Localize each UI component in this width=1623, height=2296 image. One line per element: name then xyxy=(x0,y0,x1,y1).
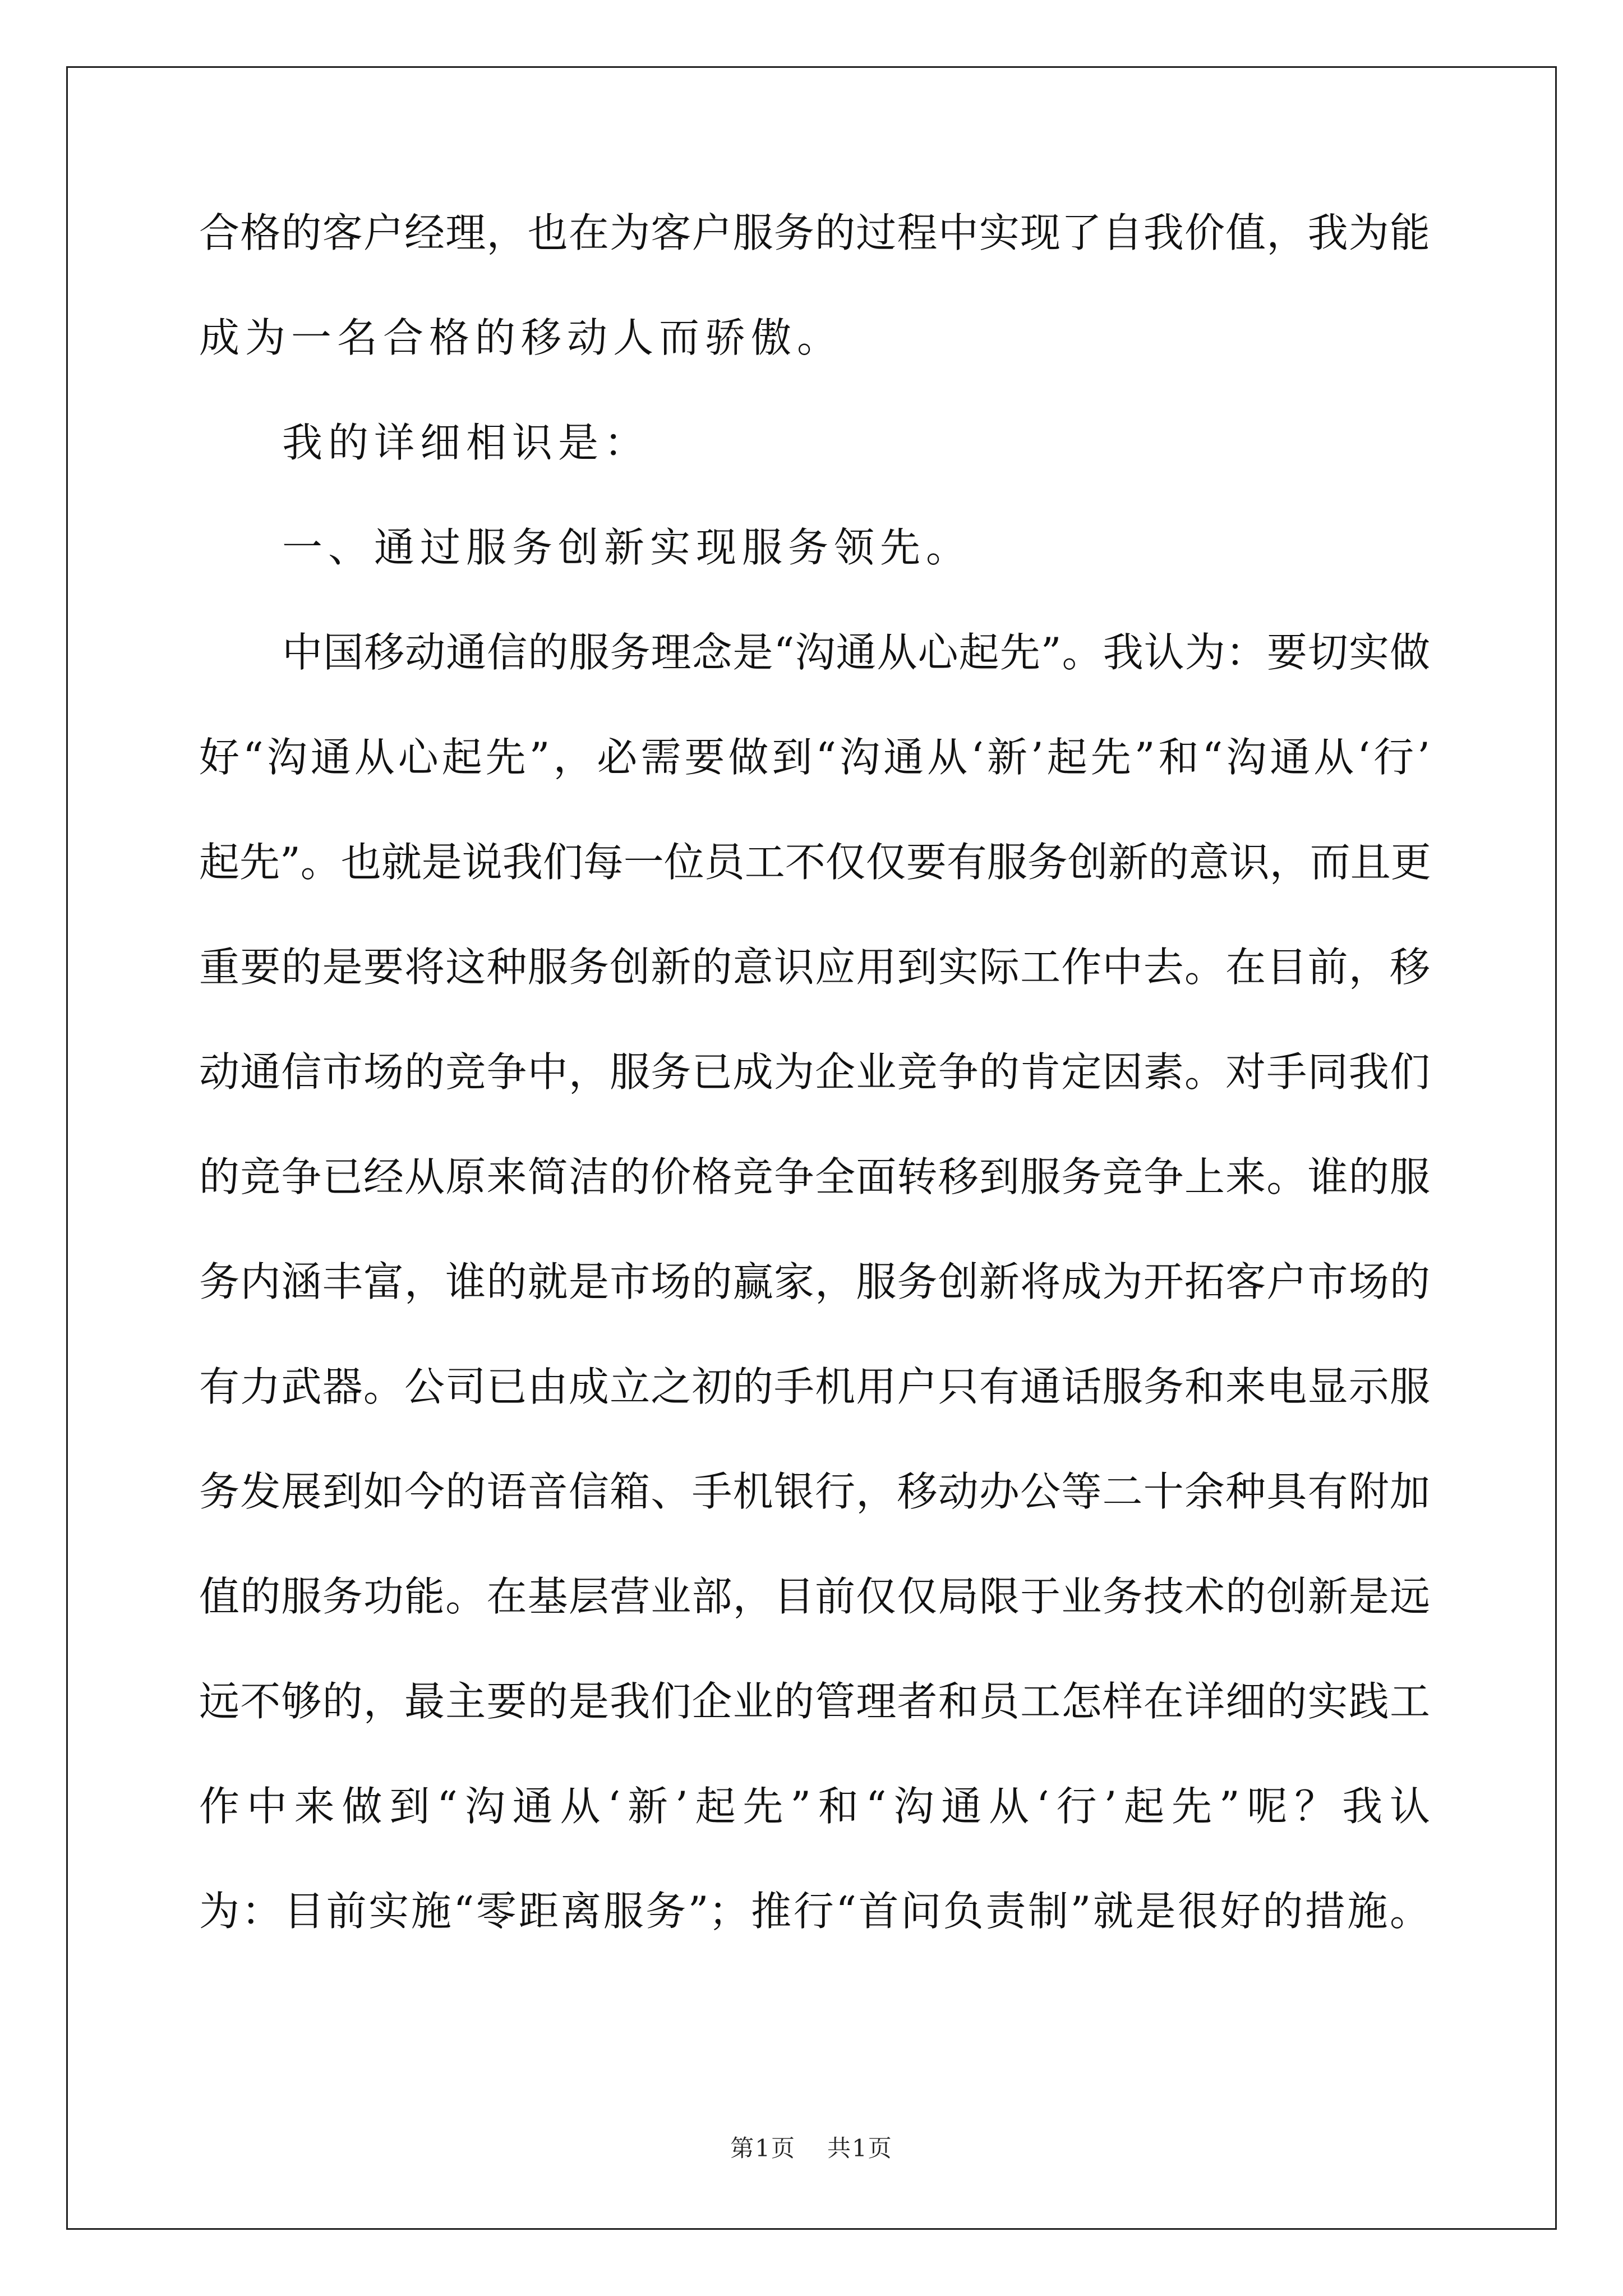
text-line: 务发展到如今的语音信箱、手机银行，移动办公等二十余种具有附加 xyxy=(199,1468,1430,1515)
section-heading: 一、通过服务创新实现服务领先。 xyxy=(282,524,972,571)
text-line: 起先”。也就是说我们每一位员工不仅仅要有服务创新的意识，而且更 xyxy=(199,839,1431,886)
page-number-total: 共1页 xyxy=(827,2134,893,2162)
text-line: 中国移动通信的服务理念是“沟通从心起先”。我认为：要切实做 xyxy=(282,629,1430,676)
text-line: 有力武器。公司已由成立之初的手机用户只有通话服务和来电显示服 xyxy=(199,1363,1430,1410)
text-line: 务内涵丰富，谁的就是市场的赢家，服务创新将成为开拓客户市场的 xyxy=(199,1258,1430,1305)
page-footer xyxy=(0,2132,1623,2165)
text-line: 为：目前实施“零距离服务”；推行“首问负责制”就是很好的措施。 xyxy=(199,1888,1430,1935)
text-line: 合格的客户经理，也在为客户服务的过程中实现了自我价值，我为能 xyxy=(199,209,1430,256)
text-line: 重要的是要将这种服务创新的意识应用到实际工作中去。在目前，移 xyxy=(199,944,1430,991)
text-line: 好“沟通从心起先”，必需要做到“沟通从‘新’起先”和“沟通从‘行’ xyxy=(199,734,1430,781)
page-number-current: 第1页 xyxy=(730,2134,796,2162)
text-line: 的竞争已经从原来简洁的价格竞争全面转移到服务竞争上来。谁的服 xyxy=(199,1153,1430,1200)
text-line: 我的详细相识是： xyxy=(282,419,651,466)
text-line: 远不够的，最主要的是我们企业的管理者和员工怎样在详细的实践工 xyxy=(199,1678,1430,1725)
text-line: 作中来做到“沟通从‘新’起先”和“沟通从‘行’起先”呢？我认 xyxy=(199,1783,1430,1830)
text-line: 成为一名合格的移动人而骄傲。 xyxy=(199,314,843,361)
text-line: 动通信市场的竞争中，服务已成为企业竞争的肯定因素。对手同我们 xyxy=(199,1048,1430,1096)
text-line: 值的服务功能。在基层营业部，目前仅仅局限于业务技术的创新是远 xyxy=(199,1573,1430,1620)
